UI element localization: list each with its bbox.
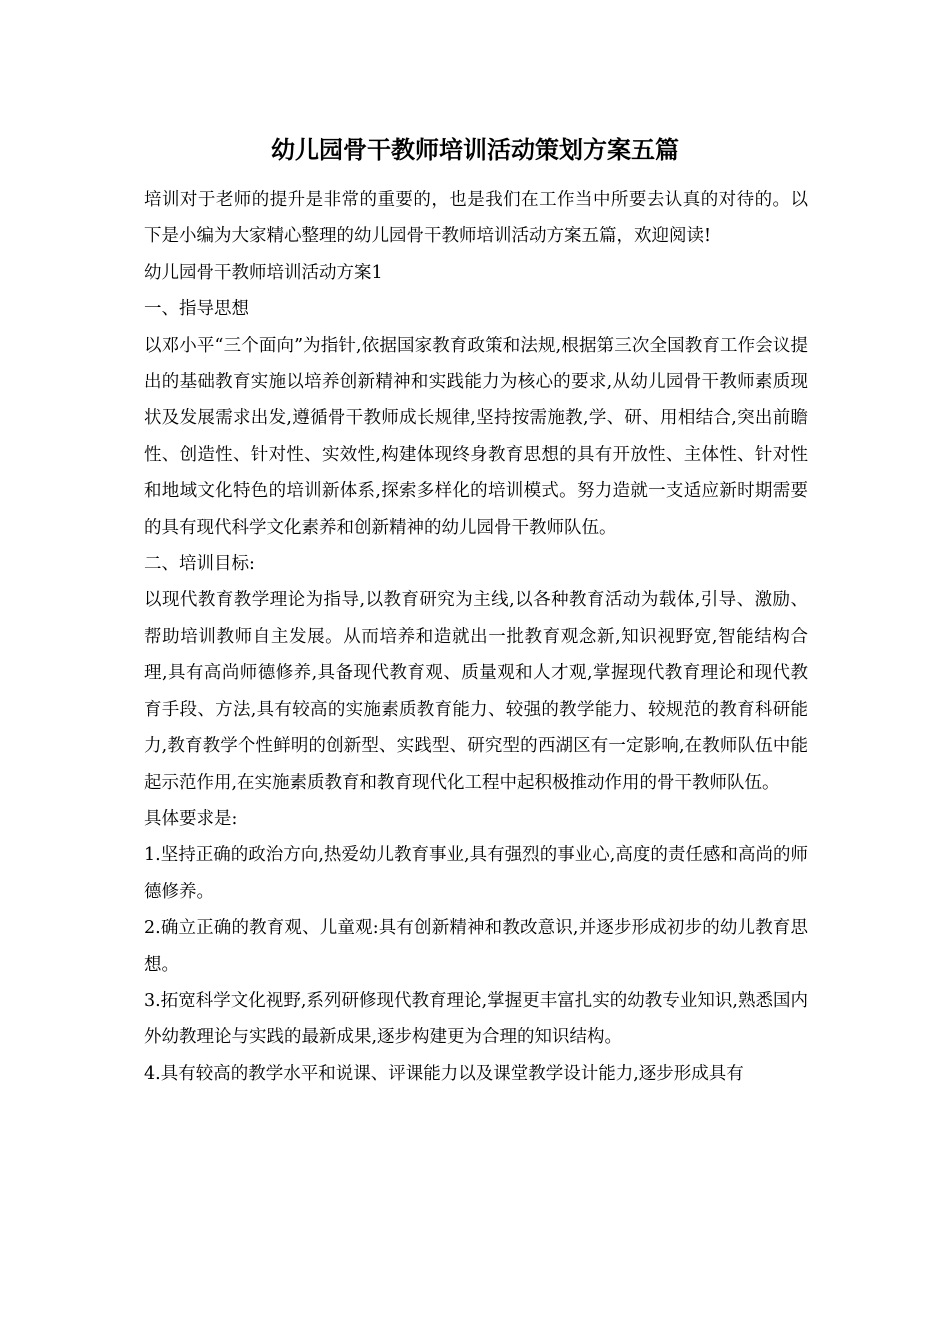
list-item-requirement-4: 4.具有较高的教学水平和说课、评课能力以及课堂教学设计能力,逐步形成具有 — [144, 1063, 744, 1084]
subheading-guiding-ideology: 一、指导思想 — [144, 299, 249, 320]
list-item-requirement-1: 1.坚持正确的政治方向,热爱幼儿教育事业,具有强烈的事业心,高度的责任感和高尚的师德修养。 — [144, 845, 808, 902]
subheading-training-goals: 二、培训目标: — [144, 554, 255, 575]
paragraph-training-goals: 以现代教育教学理论为指导,以教育研究为主线,以各种教育活动为载体,引导、激励、帮助培训教师自主发展。从而培养和造就出一批教育观念新,知识视野宽,智能结构合理,具有高尚师德修养,具备现代教育观、质量观和人才观,掌握现代教育理论和现代教育手段、方法,具有较高的实施素质教育能力、较强的教学能力、较规范的教育科研能力,教育教学个性鲜明的创新型、实践型、研究型的西湖区有一定影响,在教师队伍中能起示范作用,在实施素质教育和教育现代化工程中起积极推动作用的骨干教师队伍。 — [144, 590, 808, 793]
paragraph-intro: 培训对于老师的提升是非常的重要的，也是我们在工作当中所要去认真的对待的。以下是小编为大家精心整理的幼儿园骨干教师培训活动方案五篇，欢迎阅读! — [144, 190, 808, 247]
list-item-requirement-3: 3.拓宽科学文化视野,系列研修现代教育理论,掌握更丰富扎实的幼教专业知识,熟悉国内外幼教理论与实践的最新成果,逐步构建更为合理的知识结构。 — [144, 990, 808, 1048]
subheading-specific-requirements: 具体要求是: — [144, 808, 238, 829]
document-title: 幼儿园骨干教师培训活动策划方案五篇 — [271, 135, 679, 164]
paragraph-guiding-ideology: 以邓小平“三个面向”为指针,依据国家教育政策和法规,根据第三次全国教育工作会议提出的基础教育实施以培养创新精神和实践能力为核心的要求,从幼儿园骨干教师素质现状及发展需求出发,遵循骨干教师成长规律,坚持按需施教,学、研、用相结合,突出前瞻性、创造性、针对性、实效性,构建体现终身教育思想的具有开放性、主体性、针对性和地域文化特色的培训新体系,探索多样化的培训模式。努力造就一支适应新时期需要的具有现代科学文化素养和创新精神的幼儿园骨干教师队伍。 — [144, 335, 808, 538]
document-body — [144, 182, 808, 1092]
section-heading-plan-1: 幼儿园骨干教师培训活动方案1 — [144, 262, 383, 283]
list-item-requirement-2: 2.确立正确的教育观、儿童观:具有创新精神和教改意识,并逐步形成初步的幼儿教育思想。 — [144, 918, 808, 975]
